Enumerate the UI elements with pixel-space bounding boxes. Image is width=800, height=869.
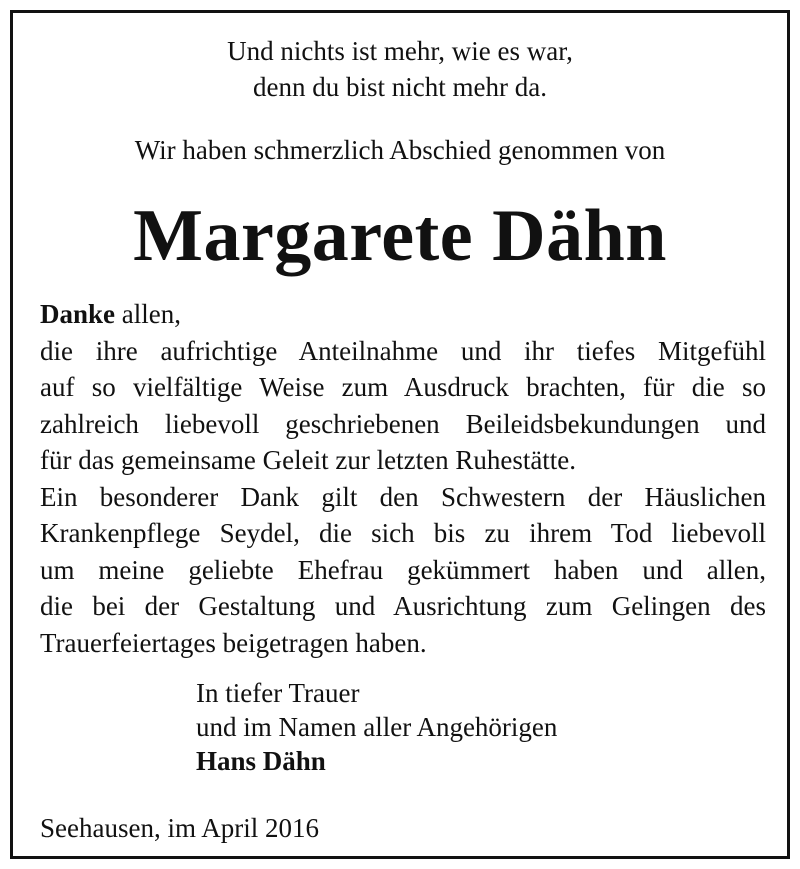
thanks-line: die bei der Gestaltung und Ausrichtung zum Gelingen des [40,591,766,621]
verse-line-2: denn du bist nicht mehr da. [253,72,547,102]
thanks-line: Ein besonderer Dank gilt den Schwestern der Häuslichen [40,481,766,512]
signature-block [196,676,696,778]
signature-line-2: und im Namen aller Angehörigen [196,712,558,742]
verse [13,33,787,105]
place-date: Seehausen, im April 2016 [40,813,319,843]
signature-line-1: In tiefer Trauer [196,678,360,708]
thanks-line: Krankenpflege Seydel, die sich bis zu ihrem Tod liebevoll [40,518,766,548]
thanks-line: auf so vielfältige Weise zum Ausdruck brachten, für die so [40,372,766,402]
obituary-frame [10,10,790,859]
verse-line-1: Und nichts ist mehr, wie es war, [227,36,573,66]
thanks-line: Trauerfeiertages beigetragen haben. [40,627,427,658]
thanks-line: zahlreich liebevoll geschriebenen Beileidsbekundungen und [40,408,766,439]
deceased-name: Margarete Dähn [133,195,667,277]
thanks-line: für das gemeinsame Geleit zur letzten Ruhestätte. [40,445,577,475]
thanks-opening-bold: Danke [40,299,116,329]
thanks-paragraph [40,296,766,661]
thanks-line: um meine geliebte Ehefrau gekümmert haben und allen, [40,554,766,585]
signer-name: Hans Dähn [196,746,326,776]
thanks-line: die ihre aufrichtige Anteilnahme und ihr tiefes Mitgefühl [40,335,766,366]
intro-text: Wir haben schmerzlich Abschied genommen von [134,135,666,165]
thanks-opening [40,296,766,333]
thanks-opening-rest: allen, [115,299,181,329]
